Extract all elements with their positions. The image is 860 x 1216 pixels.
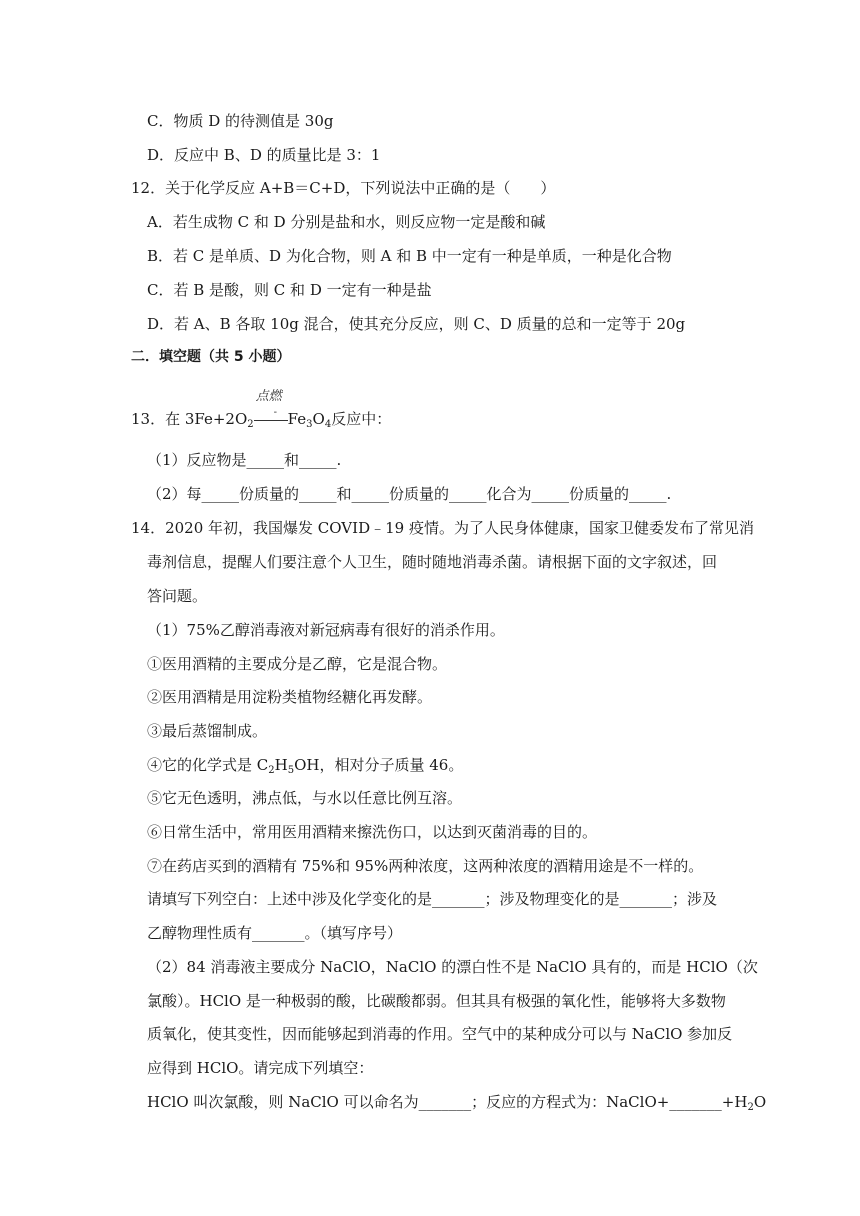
q13-fe-subscript: 3	[306, 419, 313, 430]
q13-fe: Fe	[287, 410, 307, 428]
q13-o4-subscript: 4	[324, 419, 332, 430]
q14-item-1: ①医用酒精的主要成分是乙醇，它是混合物。	[147, 655, 448, 673]
q14-part-2-line-3: 质氧化，使其变性，因而能够起到消毒的作用。空气中的某种成分可以与 NaClO 参加反	[147, 1025, 733, 1043]
q12-stem: 12．关于化学反应 A+B＝C+D，下列说法中正确的是（ ）	[131, 179, 556, 197]
q14-item-5: ⑤它无色透明，沸点低，与水以任意比例互溶。	[147, 789, 463, 807]
q14-part-2-line-4: 应得到 HClO。请完成下列填空：	[147, 1059, 374, 1077]
item4-h-subscript: 5	[287, 765, 295, 776]
item4-c-subscript: 2	[268, 765, 275, 776]
item4-post: OH，相对分子质量 46。	[294, 756, 464, 774]
q14-part-1-intro: （1）75%乙醇消毒液对新冠病毒有很好的消杀作用。	[147, 621, 505, 639]
reaction-condition: 点燃	[255, 389, 282, 404]
q12-option-a: A．若生成物 C 和 D 分别是盐和水，则反应物一定是酸和碱	[147, 213, 546, 231]
q14-part-2-line-1: （2）84 消毒液主要成分 NaClO，NaClO 的漂白性不是 NaClO 具有的，而是 HClO（次	[147, 958, 758, 976]
q14-item-3: ③最后蒸馏制成。	[147, 722, 268, 740]
q14-item-6: ⑥日常生活中，常用医用酒精来擦洗伤口，以达到灭菌消毒的目的。	[147, 823, 598, 841]
reaction-arrow	[254, 389, 288, 427]
q13-suffix: 反应中：	[331, 410, 392, 428]
condition-mark: -	[273, 407, 278, 418]
q14-item-4	[147, 755, 463, 775]
q12-option-c: C．若 B 是酸，则 C 和 D 一定有一种是盐	[147, 281, 432, 299]
q14-part-2-line-5	[147, 1092, 766, 1112]
q14-item-7: ⑦在药店买到的酒精有 75%和 95%两种浓度，这两种浓度的酒精用途是不一样的。	[147, 857, 704, 875]
q12-option-b: B．若 C 是单质、D 为化合物，则 A 和 B 中一定有一种是单质，一种是化合物	[147, 247, 672, 265]
item4-h: H	[274, 756, 288, 774]
q13-part-2: （2）每_____份质量的_____和_____份质量的_____化合为_____份质量的_____.	[147, 485, 672, 503]
q14-stem-line-1: 14．2020 年初，我国爆发 COVID﹣19 疫情。为了人民身体健康，国家卫健委发布了常见消	[131, 519, 754, 537]
q14-stem-line-2: 毒剂信息，提醒人们要注意个人卫生，随时随地消毒杀菌。请根据下面的文字叙述，回	[147, 553, 718, 571]
q13-o-subscript: 2	[247, 419, 254, 430]
q13-prefix: 13．在 3Fe+2O	[131, 410, 248, 428]
q13-equation	[131, 389, 392, 430]
q11-option-c: C．物质 D 的待测值是 30g	[147, 112, 334, 130]
q13-part-1: （1）反应物是_____和_____.	[147, 451, 342, 469]
q14-fill-line-1: 请填写下列空白：上述中涉及化学变化的是_______；涉及物理变化的是_______；涉及	[147, 890, 718, 908]
line5-pre: HClO 叫次氯酸，则 NaClO 可以命名为_______；反应的方程式为：NaClO+_______+H	[147, 1093, 748, 1111]
q11-option-d: D．反应中 B、D 的质量比是 3：1	[147, 146, 381, 164]
reaction-line	[254, 420, 288, 421]
q13-o: O	[312, 410, 325, 428]
item4-pre: ④它的化学式是 C	[147, 756, 269, 774]
section-title: 二．填空题（共 5 小题）	[131, 349, 291, 365]
q14-stem-line-3: 答问题。	[147, 587, 208, 605]
q12-option-d: D．若 A、B 各取 10g 混合，使其充分反应，则 C、D 质量的总和一定等于 20g	[147, 315, 686, 333]
line5-h2o-subscript: 2	[747, 1102, 754, 1113]
q14-item-2: ②医用酒精是用淀粉类植物经糖化再发酵。	[147, 688, 433, 706]
q14-fill-line-2: 乙醇物理性质有_______。（填写序号）	[147, 924, 403, 942]
q14-part-2-line-2: 氯酸）。HClO 是一种极弱的酸，比碳酸都弱。但其具有极强的氧化性，能够将大多数物	[147, 992, 726, 1010]
line5-post: O	[753, 1093, 767, 1111]
